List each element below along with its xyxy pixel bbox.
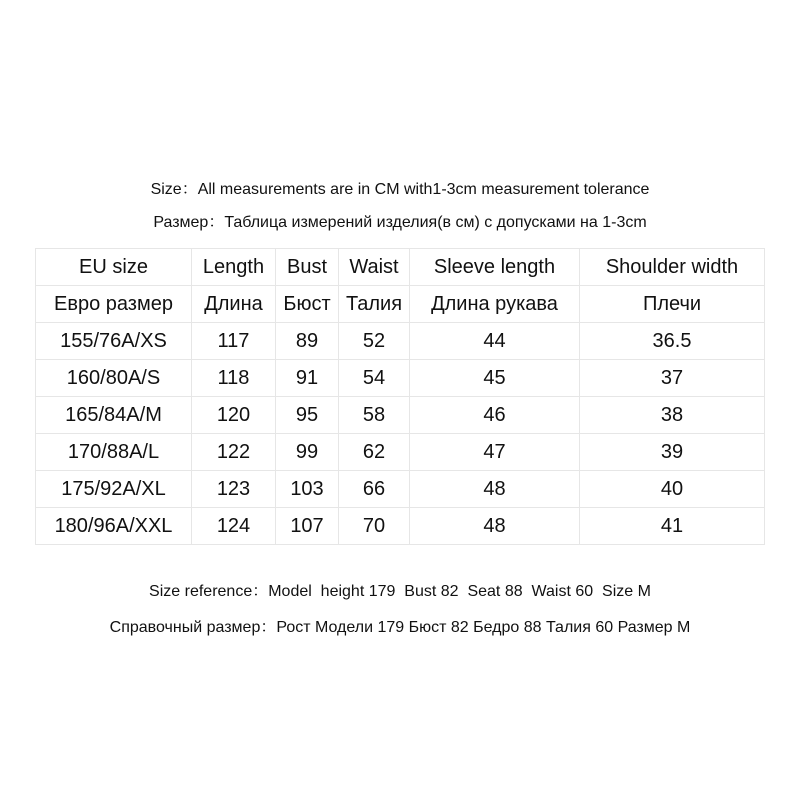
table-cell: 120	[192, 397, 276, 434]
table-row	[36, 471, 765, 508]
table-cell: 62	[339, 434, 410, 471]
table-cell: 58	[339, 397, 410, 434]
table-cell: 47	[410, 434, 580, 471]
table-cell: 54	[339, 360, 410, 397]
table-row	[36, 360, 765, 397]
table-cell: 36.5	[580, 323, 765, 360]
table-cell: 103	[276, 471, 339, 508]
header-line-english: Size：All measurements are in CM with1-3cm measurement tolerance	[150, 181, 650, 198]
table-cell: 99	[276, 434, 339, 471]
header-cell: EU size	[36, 249, 192, 286]
header-row-english	[36, 249, 765, 286]
table-cell: 91	[276, 360, 339, 397]
header-cell: Bust	[276, 249, 339, 286]
header-row-russian	[36, 286, 765, 323]
table-cell: 155/76A/XS	[36, 323, 192, 360]
table-cell: 40	[580, 471, 765, 508]
table-cell: 160/80A/S	[36, 360, 192, 397]
header-cell: Shoulder width	[580, 249, 765, 286]
header-line-russian: Размер：Таблица измерений изделия(в см) с допусками на 1-3cm	[153, 214, 647, 231]
table-row	[36, 434, 765, 471]
size-reference-english: Size reference：Model height 179 Bust 82 Seat 88 Waist 60 Size M	[149, 583, 651, 600]
table-row	[36, 323, 765, 360]
table-cell: 37	[580, 360, 765, 397]
header-cell: Длина рукава	[410, 286, 580, 323]
table-cell: 38	[580, 397, 765, 434]
table-cell: 107	[276, 508, 339, 545]
table-cell: 45	[410, 360, 580, 397]
header-cell: Sleeve length	[410, 249, 580, 286]
table-cell: 117	[192, 323, 276, 360]
table-cell: 44	[410, 323, 580, 360]
table-cell: 48	[410, 508, 580, 545]
table-cell: 46	[410, 397, 580, 434]
table-cell: 95	[276, 397, 339, 434]
header-cell: Плечи	[580, 286, 765, 323]
table-cell: 122	[192, 434, 276, 471]
header-cell: Евро размер	[36, 286, 192, 323]
table-cell: 123	[192, 471, 276, 508]
header-cell: Длина	[192, 286, 276, 323]
table-cell: 70	[339, 508, 410, 545]
table-cell: 118	[192, 360, 276, 397]
table-cell: 52	[339, 323, 410, 360]
table-cell: 165/84A/M	[36, 397, 192, 434]
table-cell: 124	[192, 508, 276, 545]
header-cell: Талия	[339, 286, 410, 323]
table-row	[36, 397, 765, 434]
header-cell: Length	[192, 249, 276, 286]
table-row	[36, 508, 765, 545]
table-cell: 66	[339, 471, 410, 508]
table-cell: 170/88A/L	[36, 434, 192, 471]
table-cell: 39	[580, 434, 765, 471]
header-cell: Бюст	[276, 286, 339, 323]
table-cell: 175/92A/XL	[36, 471, 192, 508]
table-cell: 41	[580, 508, 765, 545]
header-cell: Waist	[339, 249, 410, 286]
size-reference-russian: Справочный размер：Рост Модели 179 Бюст 82 Бедро 88 Талия 60 Размер M	[109, 619, 691, 636]
table-cell: 180/96A/XXL	[36, 508, 192, 545]
table-cell: 89	[276, 323, 339, 360]
table-cell: 48	[410, 471, 580, 508]
size-table	[35, 248, 765, 545]
